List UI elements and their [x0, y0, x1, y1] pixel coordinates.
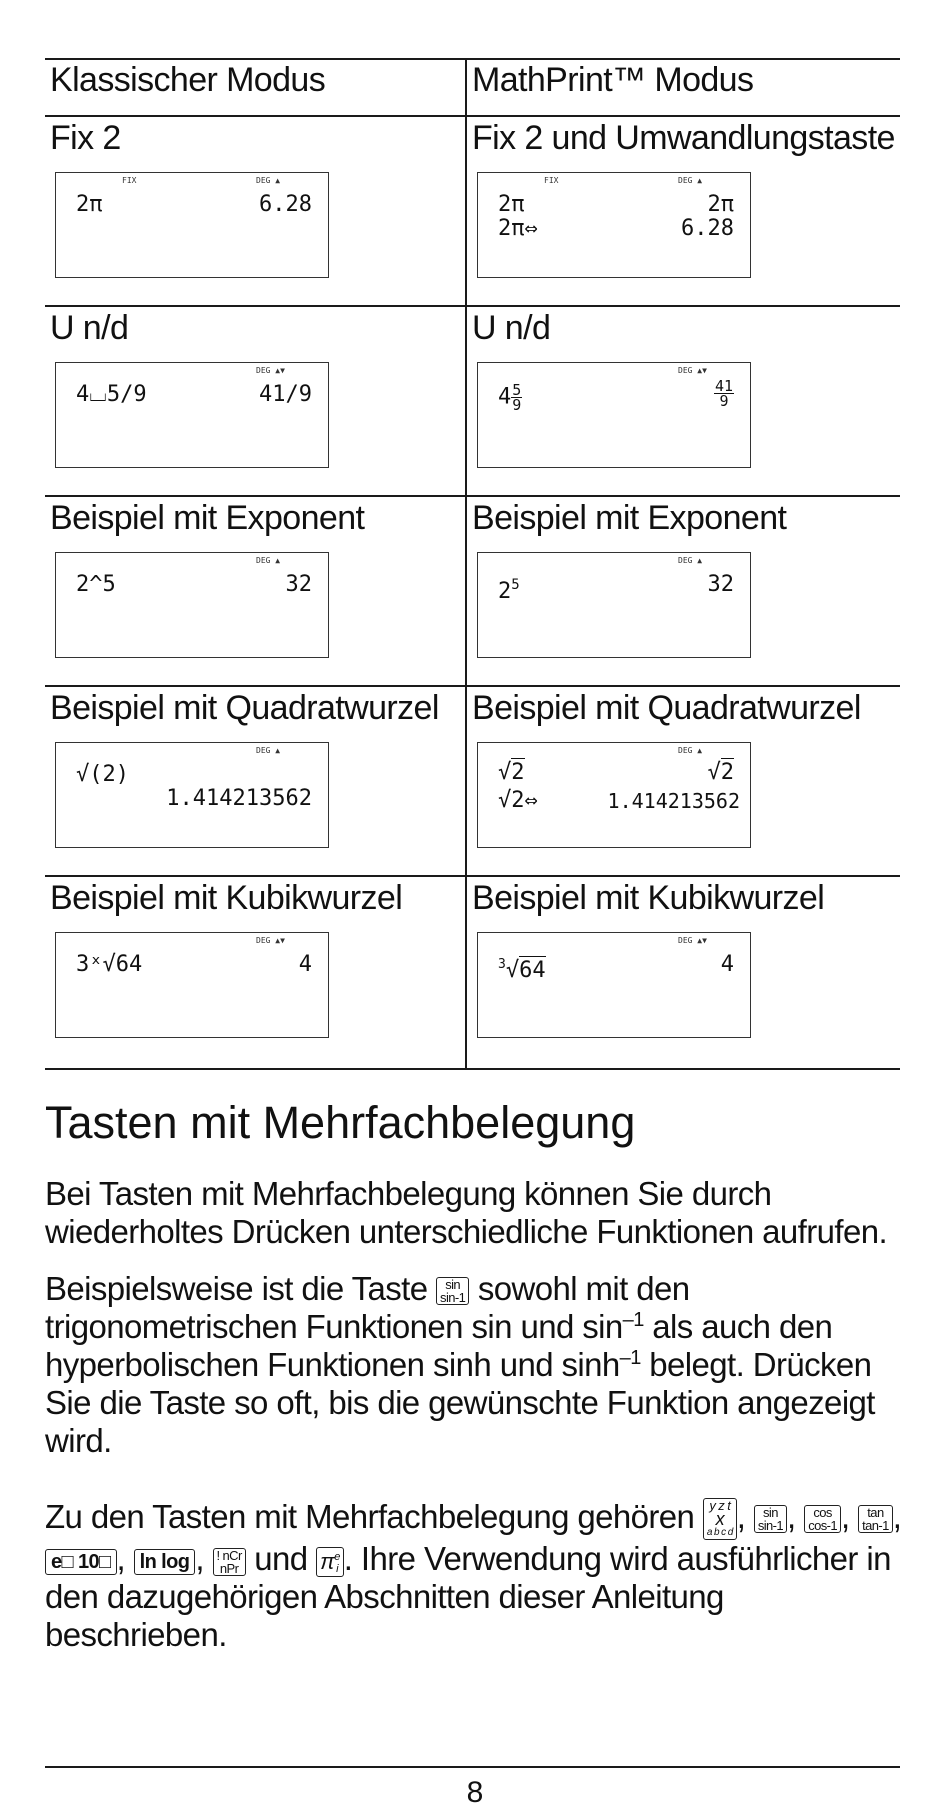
pi-key-icon	[316, 1547, 344, 1577]
paragraph-example	[45, 1270, 905, 1460]
text: Beispielsweise ist die Taste	[45, 1270, 428, 1307]
calculator-screen	[55, 362, 329, 468]
screen-entry: 4⌴5/9	[76, 382, 147, 407]
screen-entry: 2π⇔	[498, 216, 538, 241]
key-primary-label: sin	[763, 1505, 778, 1521]
exponent-base: 2	[498, 579, 512, 604]
fraction-denominator: 9	[512, 396, 522, 414]
text: Zu den Tasten mit Mehrfachbelegung gehören	[45, 1498, 695, 1535]
exponent-entry	[498, 573, 520, 604]
text: belegt. Drücken Sie die Taste so oft, bis die gewünschte Funktion angezeigt wird.	[45, 1346, 875, 1459]
sin-key-icon	[436, 1277, 469, 1305]
superscript: –1	[622, 1309, 644, 1331]
sqrt-radicand: 2	[720, 760, 734, 785]
fraction-numerator: 41	[714, 377, 733, 395]
table-rule	[45, 495, 900, 497]
screen-result: 32	[285, 572, 312, 597]
row-label: Beispiel mit Kubikwurzel	[50, 879, 403, 917]
text: als auch den hyperbolischen Funktionen sinh und sinh	[45, 1308, 833, 1383]
status-indicator: DEG ▲	[678, 746, 703, 755]
cuberoot-entry: $^3$√64	[498, 957, 546, 983]
fraction-numerator: 5	[512, 381, 522, 399]
screen-result: 32	[707, 572, 734, 597]
mixed-number-entry	[498, 383, 522, 412]
key-secondary-label: nPr	[219, 1560, 239, 1576]
screen-result: 41/9	[259, 382, 312, 407]
status-indicator: DEG ▲▼	[256, 366, 285, 375]
screen-result: 1.414213562	[166, 786, 312, 811]
status-indicator: DEG ▲	[678, 556, 703, 565]
calculator-screen	[477, 172, 751, 278]
key-secondary-label: cos-1	[808, 1518, 837, 1534]
screen-entry: 3ˣ√64	[76, 952, 143, 977]
status-indicator: DEG ▲▼	[678, 366, 707, 375]
screen-entry: √(2)	[76, 762, 129, 787]
sin-key-icon	[754, 1505, 787, 1533]
screen-result: 6.28	[259, 192, 312, 217]
key-primary-label: sin	[445, 1277, 461, 1293]
screen-entry: 2π	[498, 192, 525, 217]
key-primary-label: x	[715, 1509, 724, 1530]
table-rule	[45, 305, 900, 307]
calculator-screen	[55, 552, 329, 658]
row-label: Beispiel mit Kubikwurzel	[472, 879, 825, 917]
text: und	[254, 1540, 308, 1578]
ln-log-key-icon: ln log	[134, 1549, 196, 1575]
key-primary-label: tan	[867, 1505, 884, 1521]
exponent-power: 5	[511, 577, 520, 593]
key-secondary-label: e	[334, 1550, 340, 1563]
calculator-screen	[477, 362, 751, 468]
key-primary-label: π	[320, 1548, 335, 1574]
screen-result: 6.28	[681, 216, 734, 241]
row-label: U n/d	[50, 309, 129, 347]
status-indicator: DEG ▲▼	[256, 936, 285, 945]
mode-indicator: FIX	[544, 176, 559, 185]
calculator-screen	[55, 932, 329, 1038]
row-label: Beispiel mit Exponent	[472, 499, 787, 537]
screen-result: 4	[298, 952, 312, 977]
status-indicator: DEG ▲	[256, 556, 281, 565]
footer-rule	[45, 1766, 900, 1768]
screen-result: 1.414213562	[607, 789, 740, 813]
key-secondary-label: i	[336, 1562, 338, 1575]
calculator-screen	[55, 742, 329, 848]
header-mathprint-mode: MathPrint™ Modus	[472, 61, 754, 99]
sqrt-entry: √2	[498, 760, 525, 785]
calculator-screen	[477, 552, 751, 658]
tan-key-icon	[858, 1505, 893, 1533]
key-secondary-label: sin-1	[757, 1518, 784, 1534]
key-primary-label: cos	[813, 1505, 832, 1521]
calculator-screen	[477, 742, 751, 848]
variable-key-icon	[703, 1498, 737, 1540]
screen-result: 4	[720, 952, 734, 977]
text: . Ihre Verwendung wird ausführlicher in den dazugehörigen Abschnitten dieser Anleitung beschrieben.	[45, 1540, 891, 1654]
row-label: Fix 2	[50, 119, 121, 157]
screen-entry: √2⇔	[498, 788, 538, 813]
cos-key-icon	[804, 1505, 841, 1533]
key-secondary-label: y z t	[709, 1498, 731, 1514]
key-secondary-label: tan-1	[862, 1518, 889, 1534]
root-index: 3	[498, 957, 506, 972]
whole-part: 4	[498, 384, 512, 410]
table-rule	[45, 685, 900, 687]
row-label: Beispiel mit Exponent	[50, 499, 365, 537]
fraction	[511, 383, 522, 412]
text: sowohl mit den trigonometrischen Funktionen sin und sin	[45, 1270, 690, 1345]
status-indicator: DEG ▲	[256, 746, 281, 755]
key-primary-label: ! nCr	[216, 1547, 242, 1563]
table-rule	[45, 875, 900, 877]
paragraph-intro: Bei Tasten mit Mehrfachbelegung können Sie durch wiederholtes Drücken unterschiedliche Funktionen aufrufen.	[45, 1175, 888, 1250]
factorial-key-icon	[213, 1548, 246, 1576]
calculator-screen	[55, 172, 329, 278]
page-number: 8	[466, 1776, 484, 1809]
header-classic-mode: Klassischer Modus	[50, 61, 326, 99]
row-label: U n/d	[472, 309, 551, 347]
superscript: –1	[619, 1347, 641, 1369]
calculator-screen	[477, 932, 751, 1038]
row-label: Beispiel mit Quadratwurzel	[472, 689, 861, 727]
screen-entry: 2^5	[76, 572, 116, 597]
fraction	[714, 379, 734, 408]
sqrt-result: √2	[707, 760, 734, 785]
status-indicator: DEG ▲▼	[678, 936, 707, 945]
sqrt-radicand: 2	[511, 760, 525, 785]
table-rule	[45, 1068, 900, 1070]
root-radicand: 64	[519, 958, 546, 983]
screen-entry: 2π	[76, 192, 103, 217]
key-secondary-label: a b c d	[706, 1527, 733, 1539]
screen-result: 2π	[707, 192, 734, 217]
exp-key-icon: e□ 10□	[45, 1549, 117, 1575]
mode-indicator: FIX	[122, 176, 137, 185]
table-rule	[45, 115, 900, 117]
section-heading: Tasten mit Mehrfachbelegung	[45, 1097, 636, 1148]
key-secondary-label: sin-1	[440, 1290, 466, 1306]
fraction-denominator: 9	[719, 392, 729, 410]
table-column-divider	[465, 58, 467, 1070]
screen-result	[714, 379, 734, 408]
status-indicator: DEG ▲	[678, 176, 703, 185]
paragraph-key-list: Zu den Tasten mit Mehrfachbelegung gehören y z t x a b c d , sin sin-1 , cos cos-1 , tan tan-1 , e□ 10□ , ln log , ! nCr nPr und π e i . Ihre Verwendung wird ausführlicher in den dazugehörigen Abschnitten dieser Anleitung beschrieben.	[45, 1498, 902, 1654]
status-indicator: DEG ▲	[256, 176, 281, 185]
row-label: Fix 2 und Umwandlungstaste	[472, 119, 895, 157]
row-label: Beispiel mit Quadratwurzel	[50, 689, 439, 727]
